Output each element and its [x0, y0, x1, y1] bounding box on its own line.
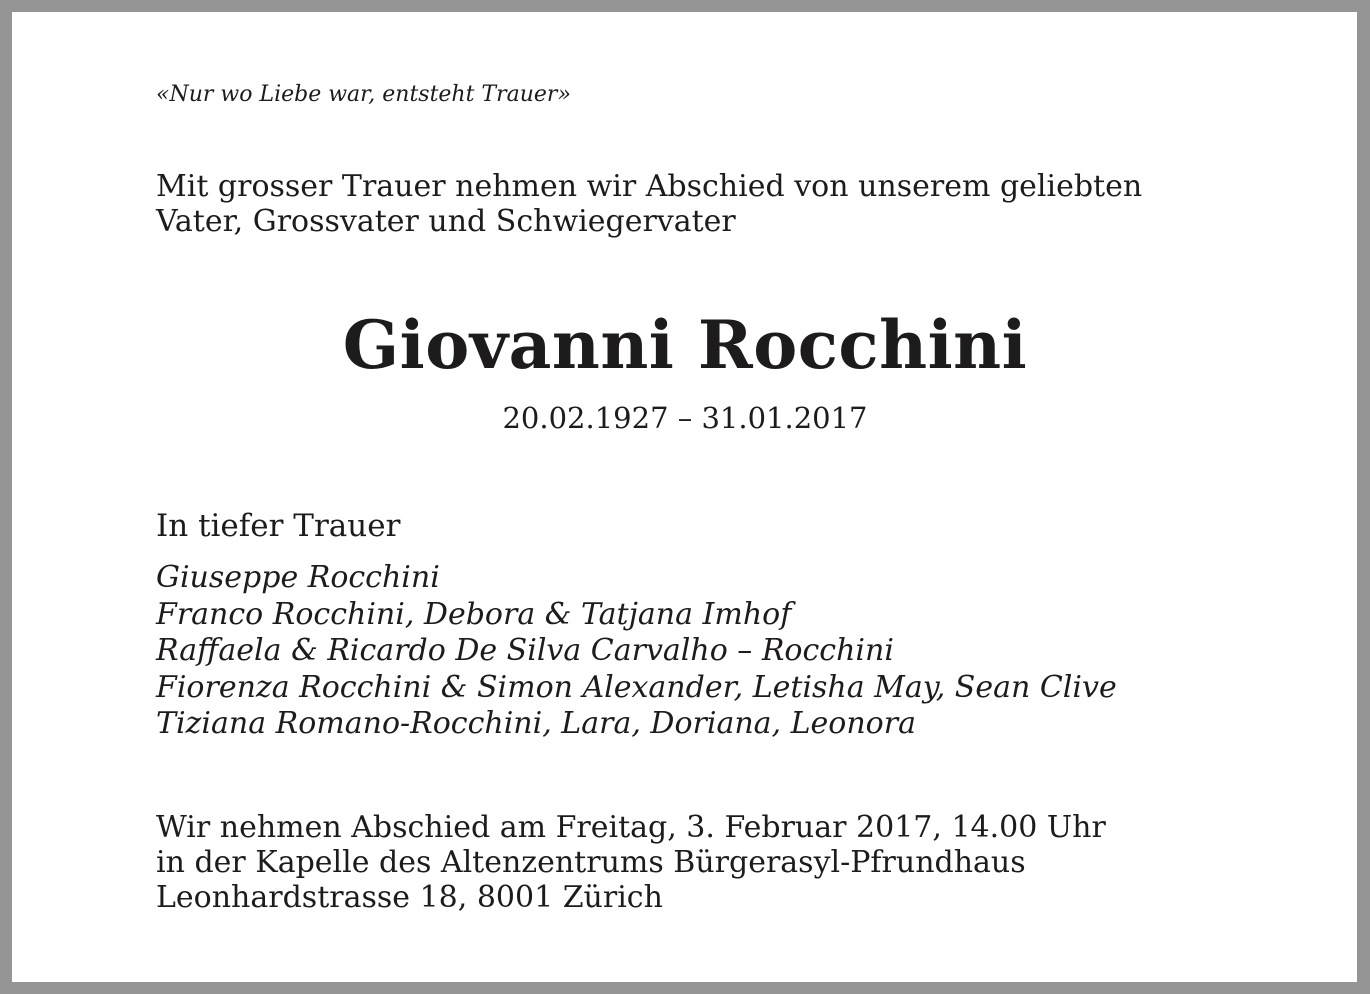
deceased-name: Giovanni Rocchini: [342, 306, 1028, 384]
mourner-entry: Giuseppe Rocchini: [156, 560, 440, 595]
service-line: Leonhardstrasse 18, 8001 Zürich: [156, 880, 663, 915]
mourner-entry: Franco Rocchini, Debora & Tatjana Imhof: [156, 596, 792, 632]
service-details: [156, 810, 1106, 915]
service-line: Wir nehmen Abschied am Freitag, 3. Februar 2017, 14.00 Uhr: [156, 810, 1106, 845]
intro-line: Vater, Grossvater und Schwiegervater: [156, 204, 736, 239]
service-line: in der Kapelle des Altenzentrums Bürgerasyl-Pfrundhaus: [156, 845, 1026, 880]
intro-text: [156, 169, 1142, 239]
life-dates: 20.02.1927 – 31.01.2017: [502, 401, 868, 435]
mourning-label: In tiefer Trauer: [156, 508, 401, 544]
mourner-entry: Tiziana Romano-Rocchini, Lara, Doriana, Leonora: [156, 706, 916, 741]
intro-line: Mit grosser Trauer nehmen wir Abschied von unserem geliebten: [156, 169, 1143, 204]
mourner-entry: Fiorenza Rocchini & Simon Alexander, Letisha May, Sean Clive: [156, 669, 1117, 705]
mourners-list: [156, 560, 1117, 743]
mourner-entry: Raffaela & Ricardo De Silva Carvalho – Rocchini: [156, 633, 894, 668]
motto-quote: «Nur wo Liebe war, entsteht Trauer»: [156, 82, 571, 107]
